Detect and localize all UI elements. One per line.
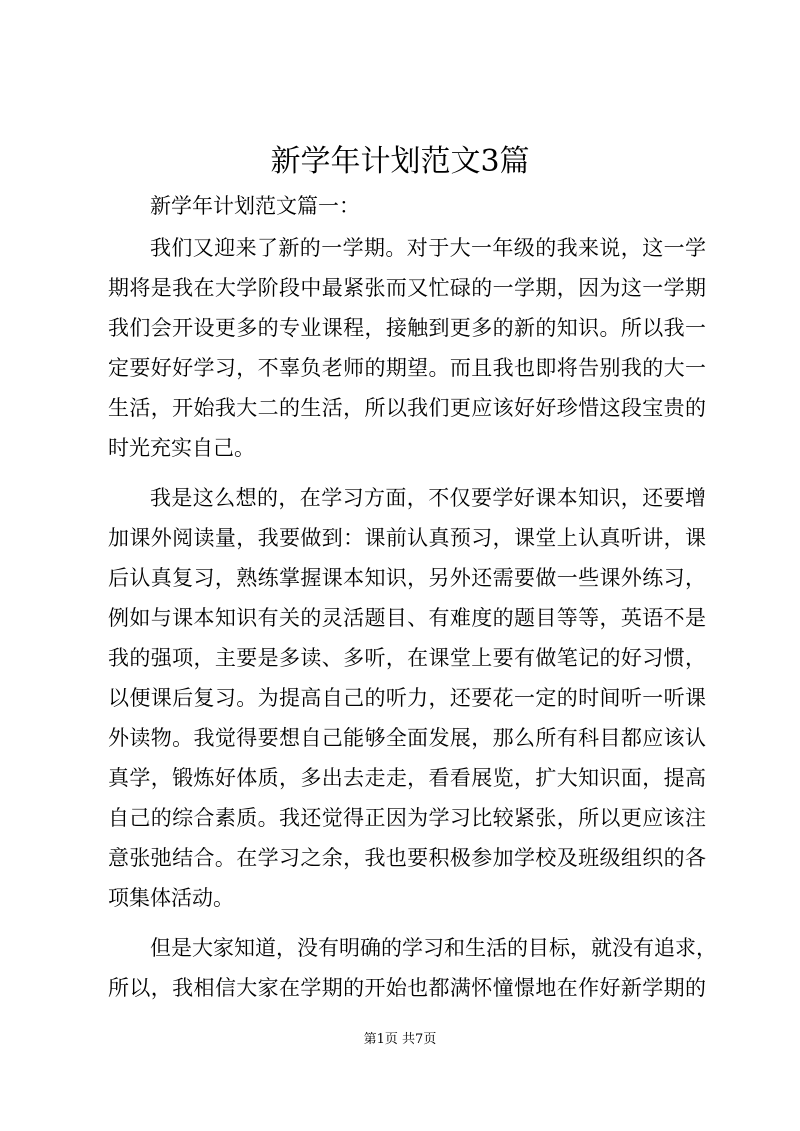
paragraph-2-line: 例如与课本知识有关的灵活题目、有难度的题目等等，英语不是 bbox=[108, 606, 706, 630]
paragraph-2-line: 外读物。我觉得要想自己能够全面发展，那么所有科目都应该认 bbox=[108, 726, 706, 750]
paragraph-1-line: 定要好好学习，不辜负老师的期望。而且我也即将告别我的大一 bbox=[108, 356, 706, 380]
paragraph-1-line: 我们会开设更多的专业课程，接触到更多的新的知识。所以我一 bbox=[108, 316, 706, 340]
paragraph-2-line: 项集体活动。 bbox=[108, 886, 234, 910]
paragraph-3-line: 但是大家知道，没有明确的学习和生活的目标，就没有追求， bbox=[150, 936, 717, 960]
paragraph-2-line: 以便课后复习。为提高自己的听力，还要花一定的时间听一听课 bbox=[108, 686, 706, 710]
paragraph-2-line: 后认真复习，熟练掌握课本知识，另外还需要做一些课外练习， bbox=[108, 566, 706, 590]
paragraph-1-line: 我们又迎来了新的一学期。对于大一年级的我来说，这一学 bbox=[150, 236, 706, 260]
paragraph-2-line: 意张弛结合。在学习之余，我也要积极参加学校及班级组织的各 bbox=[108, 846, 706, 870]
paragraph-1-line: 生活，开始我大二的生活，所以我们更应该好好珍惜这段宝贵的 bbox=[108, 396, 706, 420]
paragraph-3-line: 所以，我相信大家在学期的开始也都满怀憧憬地在作好新学期的 bbox=[108, 976, 706, 1000]
paragraph-1-line: 期将是我在大学阶段中最紧张而又忙碌的一学期，因为这一学期 bbox=[108, 276, 706, 300]
paragraph-1-line: 时光充实自己。 bbox=[108, 436, 255, 460]
paragraph-2-line: 真学，锻炼好体质，多出去走走，看看展览，扩大知识面，提高 bbox=[108, 766, 706, 790]
paragraph-2-line: 加课外阅读量，我要做到：课前认真预习，课堂上认真听讲，课 bbox=[108, 526, 706, 550]
paragraph-2-line: 我是这么想的，在学习方面，不仅要学好课本知识，还要增 bbox=[150, 486, 706, 510]
paragraph-2-line: 自己的综合素质。我还觉得正因为学习比较紧张，所以更应该注 bbox=[108, 806, 706, 830]
page-number-footer: 第1页 共7页 bbox=[363, 1032, 437, 1047]
paragraph-2-line: 我的强项，主要是多读、多听，在课堂上要有做笔记的好习惯， bbox=[108, 646, 706, 670]
section-heading: 新学年计划范文篇一： bbox=[150, 194, 360, 218]
page-title: 新学年计划范文3篇 bbox=[270, 144, 530, 179]
